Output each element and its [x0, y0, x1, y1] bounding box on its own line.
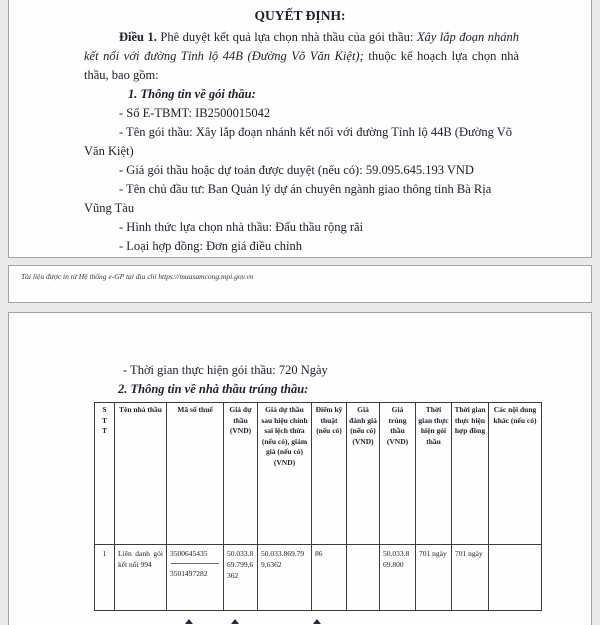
article-1-text-after: thuộc kế hoạch lựa chọn nhà thầu, bao gồm:	[84, 49, 519, 82]
diacritic-mark	[231, 619, 239, 624]
cell-contract-duration: 701 ngày	[452, 545, 489, 611]
document-title: QUYẾT ĐỊNH:	[254, 8, 346, 23]
table-header-row	[95, 403, 542, 545]
tax-code-1: 3500645435	[170, 549, 208, 558]
cell-tax-codes	[167, 545, 224, 611]
section-2-heading: 2. Thông tin về nhà thầu trúng thầu:	[118, 382, 309, 396]
clipped-next-line-marks	[185, 619, 321, 625]
col-header-other: Các nội dung khác (nếu có)	[489, 403, 542, 545]
col-header-technical-score: Điểm kỹ thuật (nếu có)	[312, 403, 347, 545]
col-header-contractor: Tên nhà thầu	[115, 403, 167, 545]
cell-evaluated-price	[347, 545, 380, 611]
col-header-stt: STT	[95, 403, 115, 545]
table-row	[95, 545, 542, 611]
package-duration-line: - Thời gian thực hiện gói thầu: 720 Ngày	[123, 363, 328, 377]
col-header-adjusted-price: Giá dự thầu sau hiệu chỉnh sai lệch thừa (nếu có), giảm giá (nếu có) (VND)	[258, 403, 312, 545]
page-1	[8, 0, 592, 258]
package-info-selection-method: - Hình thức lựa chọn nhà thầu: Đấu thầu rộng rãi	[119, 220, 364, 234]
article-1-label: Điều 1.	[119, 30, 157, 44]
package-info-name: - Tên gói thầu: Xây lắp đoạn nhánh kết nối với đường Tỉnh lộ 44B (Đường Võ Văn Kiệt)	[84, 125, 513, 158]
tax-code-divider	[171, 563, 219, 564]
cell-technical-score: 86	[312, 545, 347, 611]
page-2	[8, 312, 592, 625]
cell-package-duration: 701 ngày	[416, 545, 452, 611]
tax-code-2: 3501497282	[170, 569, 208, 578]
cell-bid-price: 50.033.869.799,6362	[224, 545, 258, 611]
page-footer-band	[8, 265, 592, 303]
col-header-tax-code: Mã số thuế	[167, 403, 224, 545]
package-info-etbmt: - Số E-TBMT: IB2500015042	[119, 106, 271, 120]
col-header-contract-duration: Thời gian thực hiện hợp đồng	[452, 403, 489, 545]
col-header-bid-price: Giá dự thầu (VND)	[224, 403, 258, 545]
cell-stt: 1	[95, 545, 115, 611]
cell-contractor: Liên danh gói kết nối 994	[115, 545, 167, 611]
winning-bidder-table	[94, 402, 542, 611]
package-info-price: - Giá gói thầu hoặc dự toán được duyệt (nếu có): 59.095.645.193 VND	[119, 163, 474, 177]
cell-winning-price: 50.033.869.800	[380, 545, 416, 611]
egp-footer-note: Tài liệu được in từ Hệ thống e-GP tại địa chỉ https://muasamcong.mpi.gov.vn	[21, 272, 254, 281]
section-1-heading: 1. Thông tin về gói thầu:	[128, 87, 256, 101]
cell-other	[489, 545, 542, 611]
article-1-paragraph	[84, 28, 519, 85]
cell-adjusted-price: 50.033.869.799,6362	[258, 545, 312, 611]
package-info-investor: - Tên chủ đầu tư: Ban Quản lý dự án chuyên ngành giao thông tỉnh Bà Rịa Vũng Tàu	[84, 182, 492, 215]
col-header-package-duration: Thời gian thực hiện gói thầu	[416, 403, 452, 545]
article-1-package-name: Xây lắp đoạn nhánh kết nối với đường Tỉnh lộ 44B (Đường Võ Văn Kiệt);	[84, 30, 519, 63]
col-header-evaluated-price: Giá đánh giá (nếu có) (VND)	[347, 403, 380, 545]
diacritic-mark	[185, 619, 193, 624]
col-header-winning-price: Giá trúng thầu (VND)	[380, 403, 416, 545]
package-info-contract-type: - Loại hợp đồng: Đơn giá điều chỉnh	[119, 239, 302, 253]
diacritic-mark	[313, 619, 321, 624]
article-1-text-before: Phê duyệt kết quả lựa chọn nhà thầu của gói thầu:	[156, 30, 417, 44]
